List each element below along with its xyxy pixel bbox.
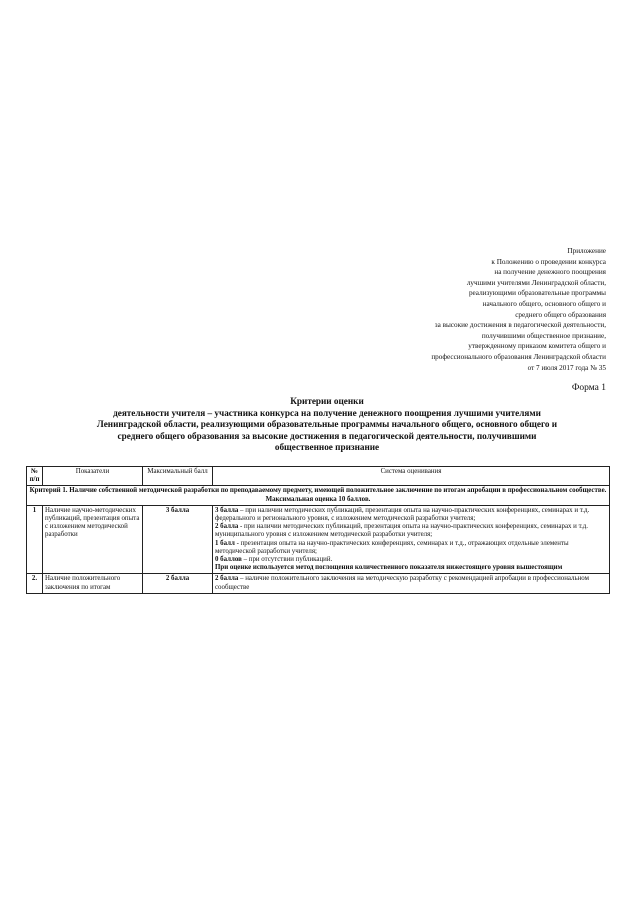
title-line: общественное признание [274,442,380,453]
criteria-table [26,466,610,594]
title-line: Ленинградской области, реализующими образовательные программы начального общего, основного общего и [96,419,558,430]
table-row [27,574,610,593]
row-indicator: Наличие научно-методических публикаций, презентация опыта с изложением методической разработки [43,505,143,574]
score-rule [215,507,607,523]
appendix-block [306,246,606,373]
appendix-line: профессионального образования Ленинградской области [431,352,606,361]
table-row [27,505,610,574]
appendix-line: утвержденному приказом комитета общего и [468,342,606,351]
appendix-line: среднего общего образования [515,310,606,319]
criterion-1: Критерий 1. Наличие собственной методической разработки по преподаваемому предмету, имеющей положительное заключение по итогам апробации в профессиональном сообществе. Максимальная оценка 10 баллов. [27,486,610,505]
score-desc: – при наличии методических публикаций, презентация опыта на научно-практических конференциях, семинарах и т.д. федерального и регионального уровня, с изложением методической разработки учителя; [215,506,590,523]
score-desc: - презентация опыта на научно-практических конференциях, семинарах и т.д., отражающих отдельные элементы методической разработки учителя; [215,539,569,555]
score-value: 1 балл [215,539,235,547]
score-value: 2 балла [215,575,239,583]
header-max-score: Максимальный балл [143,467,213,486]
row-num: 2. [27,574,43,593]
appendix-line: начального общего, основного общего и [482,299,606,308]
appendix-line: реализующими образовательные программы [468,289,606,298]
score-desc: – наличие положительного заключения на методическую разработку с рекомендацией апробации в профессиональном сообществе [215,575,589,591]
appendix-line: за высокие достижения в педагогической деятельности, [434,321,606,330]
appendix-line: Приложение [567,247,606,255]
score-note: При оценке используется метод поглощения количественного показателя нижестоящего уровня вышестоящим [215,564,563,572]
row-indicator: Наличие положительного заключения по итогам [43,574,143,593]
row-system [213,505,610,574]
score-rule [215,540,607,556]
title-line: Критерии оценки [290,396,364,406]
form-label: Форма 1 [571,383,606,393]
row-max-score: 3 балла [143,505,213,574]
title-line: деятельности учителя – участника конкурса на получение денежного поощрения лучшими учителями [113,407,541,418]
header-num: № п/п [27,467,43,486]
appendix-line: на получение денежного поощрения [494,268,606,277]
score-rule [215,556,607,564]
score-desc: - при наличии методических публикаций, презентация опыта на научно-практических конференциях, семинарах и т.д. муниципального уровня с изложением методической разработки учителя; [215,523,589,539]
appendix-line: к Положению о проведении конкурса [491,257,606,266]
score-value: 0 баллов [215,556,242,564]
header-indicators: Показатели [43,467,143,486]
row-system [213,574,610,593]
appendix-line: получившими общественное признание, [481,331,606,340]
title-line: среднего общего образования за высокие достижения в педагогической деятельности, получившими [117,430,537,441]
score-desc: – при отсутствии публикаций. [241,556,333,564]
appendix-line: от 7 июля 2017 года № 35 [527,363,606,372]
table-header-row [27,467,610,486]
document-title [44,396,610,454]
appendix-line: лучшими учителями Ленинградской области, [466,278,606,287]
criterion-row [27,486,610,505]
score-value: 3 балла [215,506,239,514]
row-num: 1 [27,505,43,574]
header-system: Система оценивания [213,467,610,486]
row-max-score: 2 балла [143,574,213,593]
score-value: 2 балла [215,523,239,531]
score-rule [215,575,607,591]
score-rule [215,523,607,539]
